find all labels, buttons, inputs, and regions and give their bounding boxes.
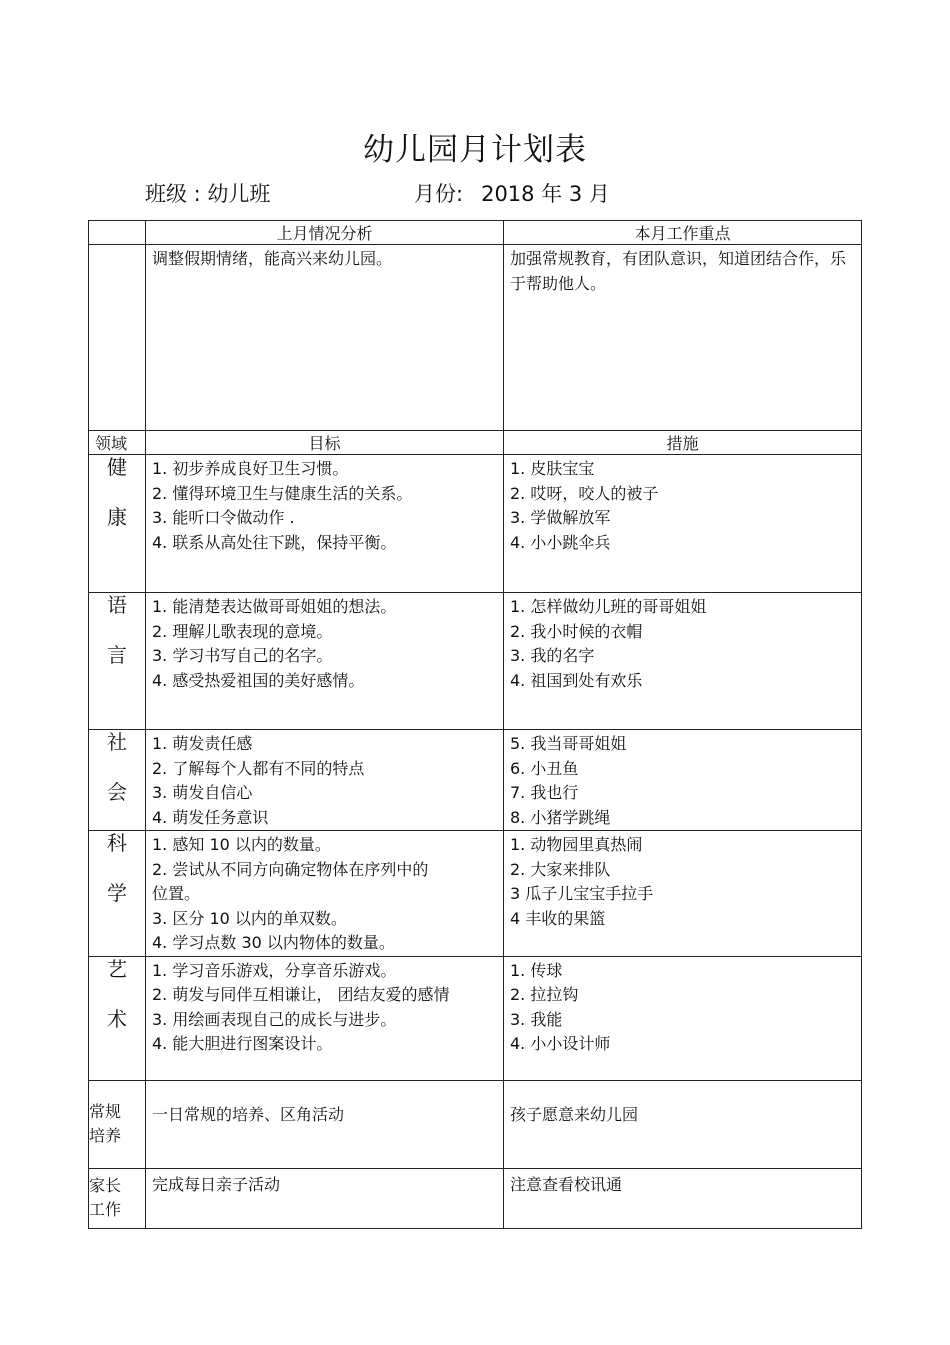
measures-cell-society — [504, 730, 862, 831]
measure-item: 7. 我也行 — [510, 783, 579, 802]
measure-item: 2. 我小时候的衣帽 — [510, 621, 643, 641]
routine-measures-cell — [504, 1080, 862, 1168]
goal-item: 4. 感受热爱祖国的美好感情。 — [152, 670, 365, 690]
goals-cell-society — [146, 730, 504, 831]
routine-measures-text: 孩子愿意来幼儿园 — [510, 1104, 639, 1124]
goal-item: 2. 了解每个人都有不同的特点 — [152, 758, 365, 778]
goal-item: 1. 能清楚表达做哥哥姐姐的想法。 — [152, 597, 397, 616]
goals-cell-art — [146, 956, 504, 1080]
goal-item: 2. 理解儿歌表现的意境。 — [152, 621, 333, 641]
parents-goals-text: 完成每日亲子活动 — [152, 1174, 281, 1194]
goal-item: 3. 萌发自信心 — [152, 783, 253, 802]
month-info — [414, 178, 610, 208]
measures-cell-language — [504, 593, 862, 730]
parents-goals-cell — [146, 1168, 504, 1228]
measure-item: 1. 怎样做幼儿班的哥哥姐姐 — [510, 597, 707, 616]
domain-row-language — [89, 593, 862, 730]
goal-item: 3. 区分 10 以内的单双数。 — [152, 908, 347, 928]
goal-item: 1. 萌发责任感 — [152, 734, 253, 753]
measure-item: 4. 小小设计师 — [510, 1034, 611, 1053]
measure-item: 3. 我能 — [510, 1009, 563, 1029]
goal-item: 3. 能听口令做动作 . — [152, 508, 295, 527]
blank-header-cell — [89, 221, 146, 245]
routine-row — [89, 1080, 862, 1168]
domain-row-science — [89, 831, 862, 957]
parents-label: 家长 工作 — [89, 1168, 146, 1228]
overview-row — [89, 245, 862, 431]
domain-label-society: 社 会 — [89, 730, 146, 831]
goal-item: 1. 学习音乐游戏，分享音乐游戏。 — [152, 960, 397, 980]
domain-label-language: 语 言 — [89, 593, 146, 730]
page-title: 幼儿园月计划表 — [363, 132, 587, 168]
measures-cell-health — [504, 455, 862, 593]
domain-label-science: 科 学 — [89, 831, 146, 957]
goal-item: 4. 学习点数 30 以内物体的数量。 — [152, 933, 395, 952]
measure-item: 6. 小丑鱼 — [510, 758, 579, 778]
domain-label-health: 健 康 — [89, 455, 146, 593]
goal-item: 3. 学习书写自己的名字。 — [152, 646, 333, 665]
measures-cell-science — [504, 831, 862, 957]
analysis-text: 调整假期情绪，能高兴来幼儿园。 — [152, 249, 393, 268]
goals-cell-health — [146, 455, 504, 593]
measure-item: 1. 动物园里真热闹 — [510, 835, 643, 854]
goal-item: 2. 尝试从不同方向确定物体在序列中的 — [152, 859, 429, 879]
measure-item: 2. 哎呀，咬人的被子 — [510, 483, 659, 503]
routine-goals-text: 一日常规的培养、区角活动 — [152, 1104, 345, 1124]
goal-item: 4. 能大胆进行图案设计。 — [152, 1034, 333, 1053]
goal-item: 1. 感知 10 以内的数量。 — [152, 835, 331, 854]
domain-row-society — [89, 730, 862, 831]
measure-item: 4. 小小跳伞兵 — [510, 532, 611, 552]
goal-item: 2. 萌发与同伴互相谦让， 团结友爱的感情 — [152, 985, 450, 1004]
domain-row-art — [89, 956, 862, 1080]
class-label: 班级 : 幼儿班 — [145, 182, 271, 206]
measure-item: 4. 祖国到处有欢乐 — [510, 670, 643, 690]
blank-overview-cell — [89, 245, 146, 431]
measure-item: 3. 我的名字 — [510, 646, 595, 665]
goals-cell-language — [146, 593, 504, 730]
goals-header: 目标 — [146, 431, 504, 455]
column-header-row — [89, 431, 862, 455]
measure-item: 5. 我当哥哥姐姐 — [510, 734, 627, 753]
measure-item: 1. 传球 — [510, 960, 563, 980]
goal-item: 4. 联系从高处往下跳，保持平衡。 — [152, 532, 397, 552]
goal-item: 位置。 — [152, 884, 201, 903]
parents-row — [89, 1168, 862, 1228]
measure-item: 2. 拉拉钩 — [510, 985, 579, 1004]
this-month-focus-header: 本月工作重点 — [504, 221, 862, 245]
measure-item: 4 丰收的果篮 — [510, 908, 606, 928]
measure-item: 1. 皮肤宝宝 — [510, 459, 595, 478]
goal-item: 4. 萌发任务意识 — [152, 807, 269, 827]
plan-table — [88, 220, 862, 1229]
focus-cell — [504, 245, 862, 431]
measures-header: 措施 — [504, 431, 862, 455]
domain-label-art: 艺 术 — [89, 956, 146, 1080]
routine-label: 常规 培养 — [89, 1080, 146, 1168]
last-month-analysis-header: 上月情况分析 — [146, 221, 504, 245]
measure-item: 3. 学做解放军 — [510, 508, 611, 527]
measure-item: 2. 大家来排队 — [510, 859, 611, 879]
analysis-cell — [146, 245, 504, 431]
domain-row-health — [89, 455, 862, 593]
measures-cell-art — [504, 956, 862, 1080]
parents-measures-text: 注意查看校讯通 — [510, 1174, 623, 1194]
goals-cell-science — [146, 831, 504, 957]
goal-item: 3. 用绘画表现自己的成长与进步。 — [152, 1009, 397, 1029]
analysis-header-row — [89, 221, 862, 245]
parents-measures-cell — [504, 1168, 862, 1228]
goal-item: 2. 懂得环境卫生与健康生活的关系。 — [152, 483, 413, 503]
month-value: 2018 年 3 月 — [481, 182, 610, 206]
domain-header: 领域 — [89, 431, 146, 455]
measure-item: 8. 小猪学跳绳 — [510, 807, 611, 827]
routine-goals-cell — [146, 1080, 504, 1168]
month-label: 月份: — [414, 182, 464, 206]
goal-item: 1. 初步养成良好卫生习惯。 — [152, 459, 349, 478]
focus-text: 加强常规教育，有团队意识，知道团结合作，乐于帮助他人。 — [510, 249, 847, 293]
measure-item: 3 瓜子儿宝宝手拉手 — [510, 884, 654, 903]
